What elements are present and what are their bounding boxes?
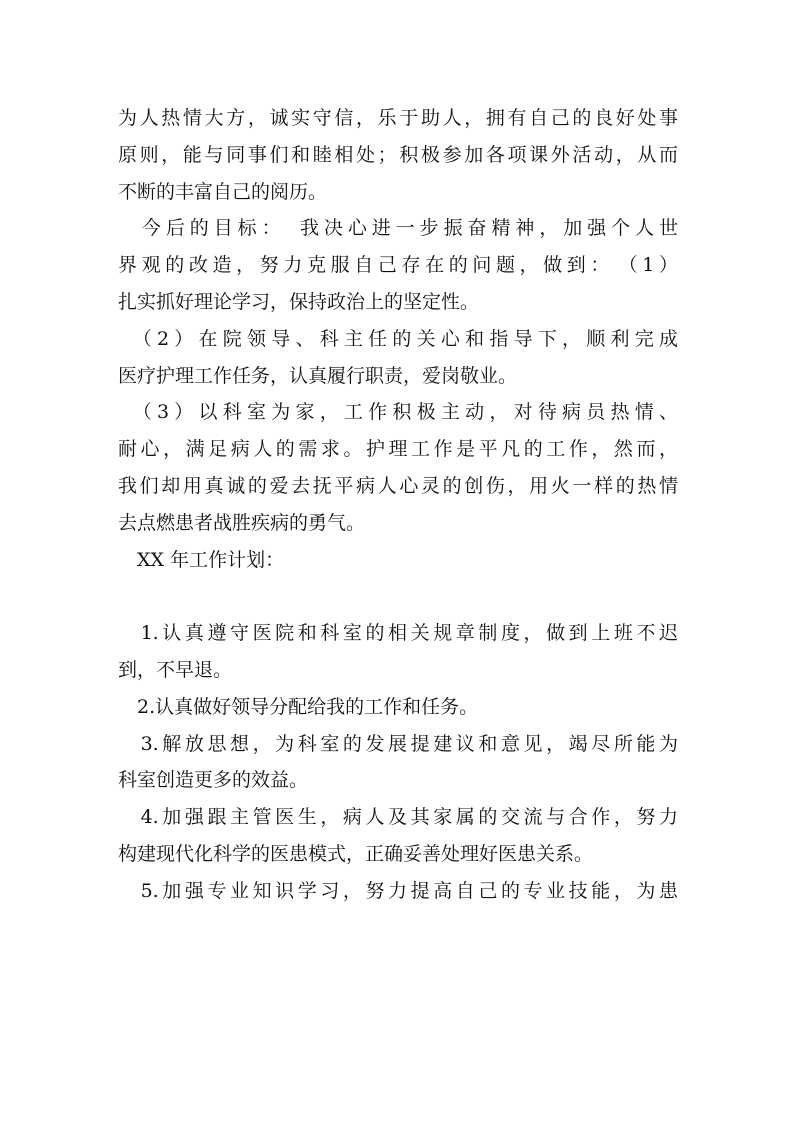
list-item: 2.认真做好领导分配给我的工作和任务。	[118, 695, 479, 718]
section-heading: XX 年工作计划：	[118, 548, 285, 571]
text-line: 今后的目标： 我决心进一步振奋精神，加强个人世	[118, 217, 678, 240]
text-line: 为人热情大方，诚实守信，乐于助人，拥有自己的良好处事	[118, 107, 678, 129]
text-line: 界观的改造，努力克服自己存在的问题，做到： （1）	[118, 254, 678, 277]
document-body	[118, 100, 678, 910]
text-line: 到，不早退。	[118, 658, 233, 681]
text-line: 原则，能与同事们和睦相处；积极参加各项课外活动，从而	[118, 143, 678, 166]
text-line: 医疗护理工作任务，认真履行职责，爱岗敬业。	[118, 364, 518, 387]
text-line: 不断的丰富自己的阅历。	[118, 180, 328, 203]
list-item: 1.认真遵守医院和科室的相关规章制度，做到上班不迟	[118, 622, 678, 645]
text-line: （2）在院领导、科主任的关心和指导下，顺利完成	[118, 327, 678, 350]
blank-line	[118, 578, 678, 615]
text-line: 去点燃患者战胜疾病的勇气。	[118, 511, 366, 534]
text-line: 耐心，满足病人的需求。护理工作是平凡的工作，然而，	[118, 438, 678, 461]
text-line: （3）以科室为家，工作积极主动，对待病员热情、	[118, 401, 678, 424]
text-line: 我们却用真诚的爱去抚平病人心灵的创伤，用火一样的热情	[118, 474, 678, 497]
text-line: 科室创造更多的效益。	[118, 769, 309, 792]
list-item: 5.加强专业知识学习，努力提高自己的专业技能，为患	[118, 879, 678, 902]
text-line: 构建现代化科学的医患模式，正确妥善处理好医患关系。	[118, 842, 594, 865]
list-item: 3.解放思想，为科室的发展提建议和意见，竭尽所能为	[118, 732, 678, 755]
list-item: 4.加强跟主管医生，病人及其家属的交流与合作，努力	[118, 806, 678, 829]
text-line: 扎实抓好理论学习，保持政治上的坚定性。	[118, 290, 480, 313]
